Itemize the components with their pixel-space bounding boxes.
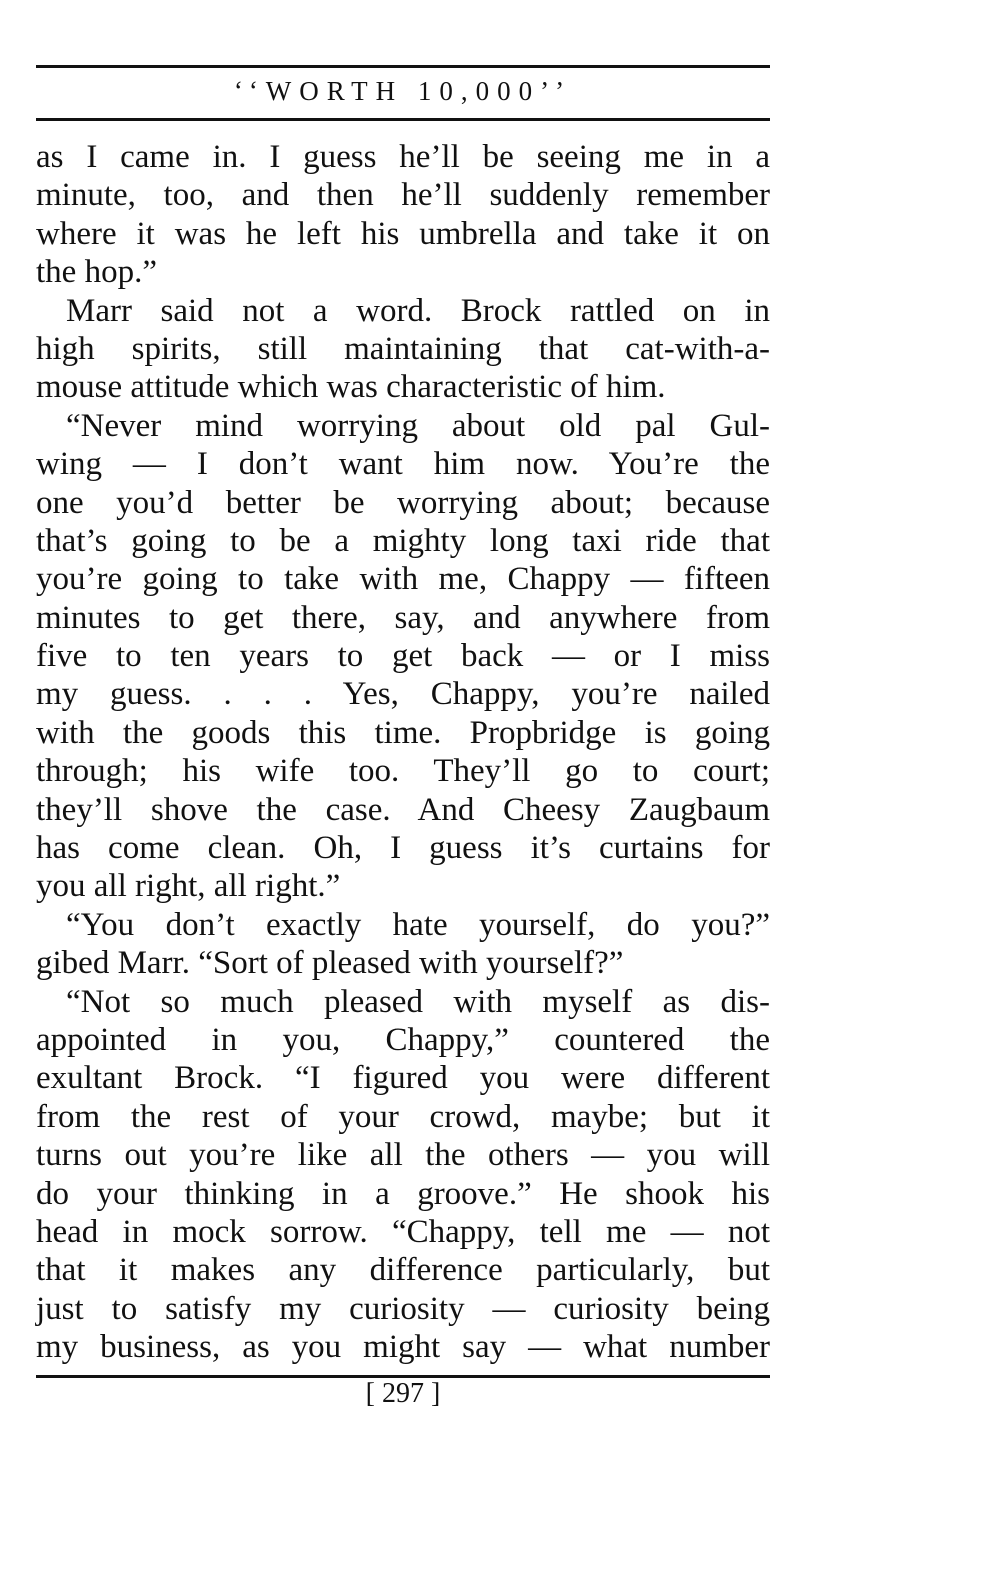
text-line: they’ll shove the case. And Cheesy Zaugbaum [36,791,770,828]
text-line: turns out you’re like all the others — you will [36,1137,770,1174]
text-line: has come clean. Oh, I guess it’s curtains for [36,830,770,867]
text-line: exultant Brock. “I figured you were different [36,1060,770,1097]
text-line: where it was he left his umbrella and take it on [36,215,770,252]
text-line: mouse attitude which was characteristic of him. [36,369,666,406]
text-line: that’s going to be a mighty long taxi ride that [36,522,770,559]
text-line: with the goods this time. Propbridge is going [36,714,770,751]
text-line: appointed in you, Chappy,” countered the [36,1021,770,1058]
text-line: you’re going to take with me, Chappy — fifteen [36,561,770,598]
text-line: five to ten years to get back — or I miss [36,638,770,675]
header-bottom-rule [36,118,770,121]
text-line: high spirits, still maintaining that cat-with-a- [36,330,770,367]
text-line: that it makes any difference particularly, but [36,1252,770,1289]
text-line: one you’d better be worrying about; because [36,484,770,521]
text-line: through; his wife too. They’ll go to court; [36,753,770,790]
text-line: wing — I don’t want him now. You’re the [36,446,770,483]
book-page [36,0,770,1596]
text-line: from the rest of your crowd, maybe; but it [36,1098,770,1135]
text-line: my guess. . . . Yes, Chappy, you’re nailed [36,676,770,713]
page-number: [ 297 ] [365,1378,441,1409]
text-line: gibed Marr. “Sort of pleased with yourself?” [36,945,624,982]
text-line: you all right, all right.” [36,868,341,905]
text-line: as I came in. I guess he’ll be seeing me in a [36,139,770,175]
text-line: “Not so much pleased with myself as dis- [66,983,770,1020]
text-line: minute, too, and then he’ll suddenly remember [36,177,770,214]
text-line: “You don’t exactly hate yourself, do you?” [66,906,770,943]
body-text [36,138,770,1367]
header-top-rule [36,65,770,68]
text-line: Marr said not a word. Brock rattled on in [66,292,770,329]
text-line: minutes to get there, say, and anywhere from [36,599,770,636]
text-line: the hop.” [36,254,157,291]
text-line: head in mock sorrow. “Chappy, tell me — not [36,1213,770,1250]
text-line: my business, as you might say — what number [36,1329,770,1366]
text-line: “Never mind worrying about old pal Gul- [66,407,770,444]
text-line: just to satisfy my curiosity — curiosity being [36,1290,770,1327]
text-line: do your thinking in a groove.” He shook his [36,1175,770,1212]
running-head: ‘‘WORTH 10,000’’ [233,76,573,106]
